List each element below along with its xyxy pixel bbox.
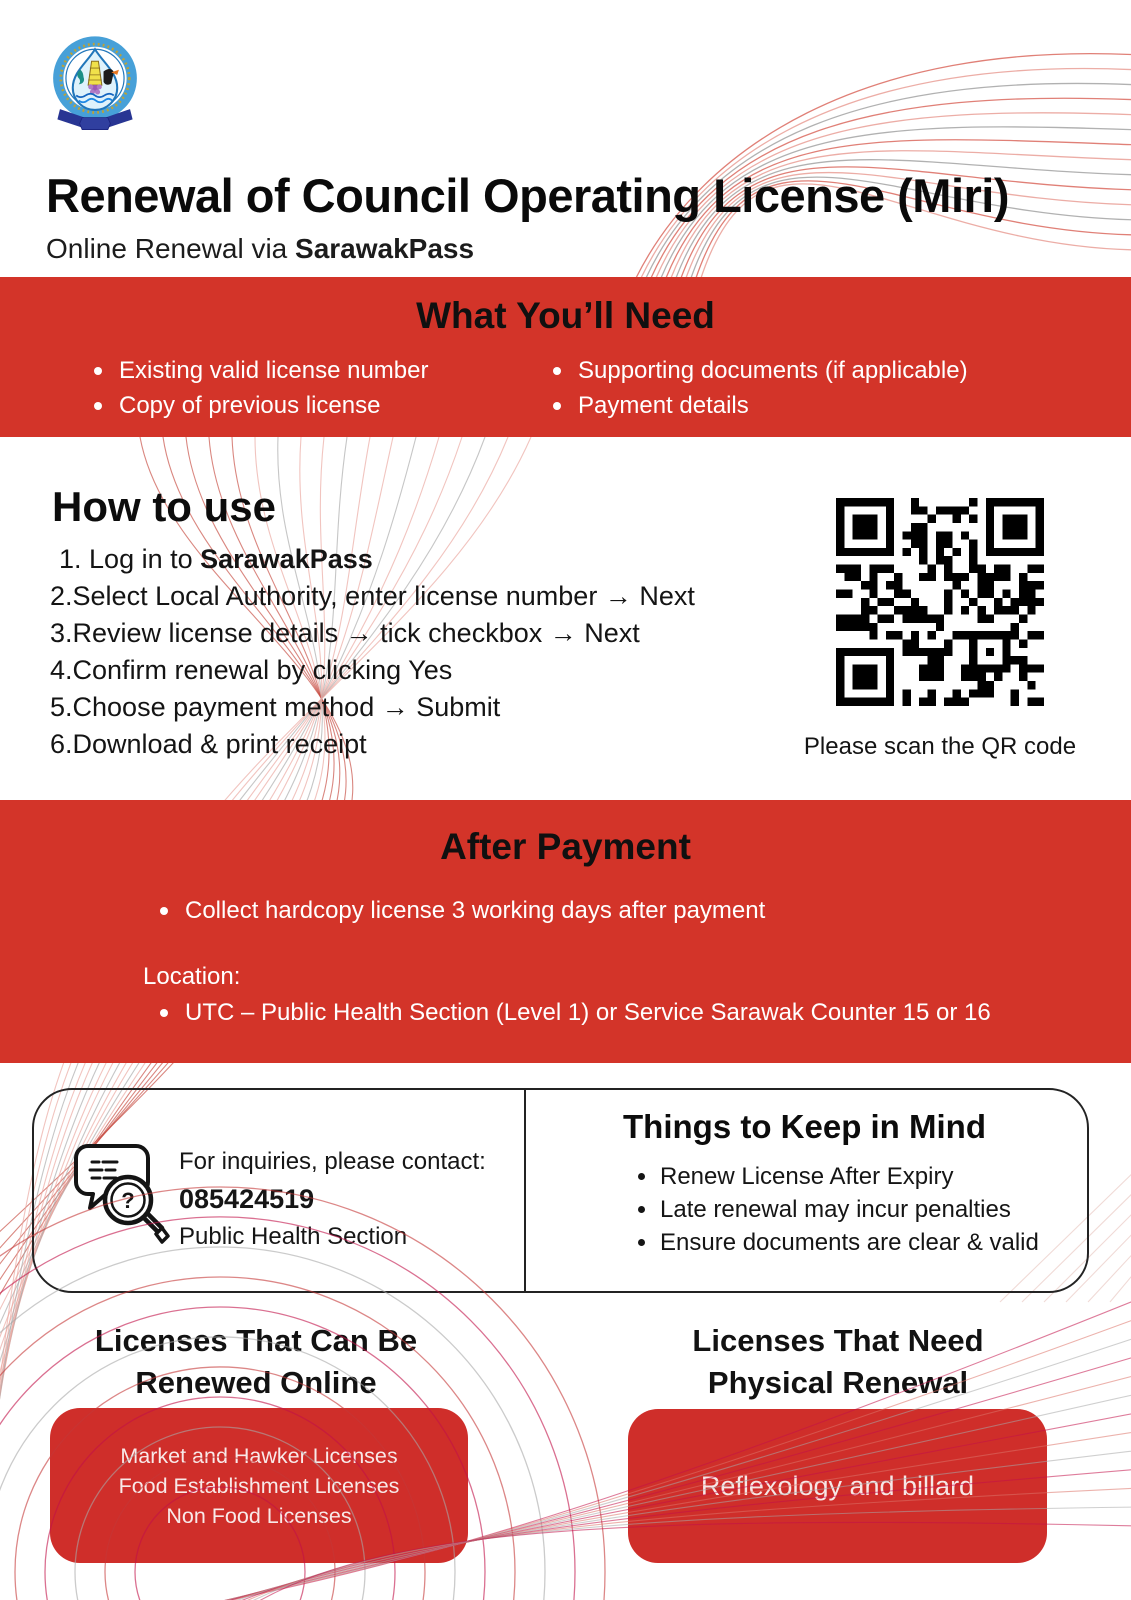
online-licenses-heading (56, 1320, 456, 1404)
bullet-dot (553, 367, 561, 375)
how-to-use-title: How to use (52, 483, 277, 530)
things-to-keep-in-mind (526, 1108, 1083, 1259)
bullet-dot (160, 1009, 168, 1017)
license-type: Market and Hawker Licenses (120, 1443, 398, 1468)
how-to-use-header (52, 483, 276, 531)
step-number: 3. (50, 618, 73, 648)
step-item (50, 652, 810, 689)
list-item-text: Payment details (578, 392, 749, 419)
step-item (50, 726, 810, 763)
header (46, 169, 1106, 265)
list-item (638, 1160, 1083, 1193)
mbm-crest-graphic (48, 30, 142, 142)
bullet-dot (160, 907, 168, 915)
physical-licenses-card (628, 1409, 1047, 1563)
list-item-text: Ensure documents are clear & valid (660, 1229, 1039, 1256)
list-item-text: Supporting documents (if applicable) (578, 357, 968, 384)
step-item (50, 578, 810, 615)
list-item (553, 388, 968, 423)
list-item (94, 353, 428, 388)
what-youll-need-col2 (553, 353, 968, 423)
heading-line: Licenses That Can Be (94, 1323, 418, 1358)
step-text: Download & print receipt (72, 729, 367, 759)
after-payment-title: After Payment (440, 826, 691, 867)
subtitle-text: Online Renewal via (46, 233, 296, 264)
step-text: Confirm renewal by clicking Yes (72, 655, 453, 685)
step-text: Review license details → tick checkbox → Next (72, 618, 640, 648)
list-item (638, 1193, 1083, 1226)
heading-line: Licenses That Need (692, 1323, 984, 1358)
location-bullet-text: UTC – Public Health Section (Level 1) or Service Sarawak Counter 15 or 16 (185, 999, 991, 1026)
bullet-dot (638, 1206, 645, 1213)
what-youll-need-title: What You’ll Need (416, 295, 715, 336)
inquiry-chat-magnifier-icon (72, 1138, 178, 1250)
qr-caption: Please scan the QR code (803, 733, 1077, 760)
list-item-text: Late renewal may incur penalties (660, 1196, 1011, 1223)
step-number: 6. (50, 729, 73, 759)
how-to-use-steps (50, 541, 810, 763)
step-number: 2. (50, 581, 73, 611)
step-item (50, 541, 810, 578)
after-payment-bullet-text: Collect hardcopy license 3 working days after payment (185, 897, 766, 924)
license-type: Non Food Licenses (166, 1503, 352, 1528)
list-item (553, 353, 968, 388)
heading-line: Renewed Online (135, 1365, 377, 1400)
page-subtitle (46, 233, 1106, 265)
mbm-crest-logo (48, 30, 142, 142)
bullet-dot (638, 1239, 645, 1246)
contact-details (179, 1148, 486, 1251)
step-item (50, 615, 810, 652)
heading-line: Physical Renewal (707, 1365, 969, 1400)
qr-figure (800, 498, 1080, 761)
list-item-text: Existing valid license number (119, 357, 429, 384)
location-label: Location: (143, 963, 241, 990)
bullet-dot (94, 367, 102, 375)
bullet-dot (638, 1173, 645, 1180)
what-youll-need-col1 (94, 353, 428, 423)
bullet-dot (553, 402, 561, 410)
step-text-bold: SarawakPass (200, 544, 373, 574)
step-text: Choose payment method → Submit (72, 692, 501, 722)
things-list (638, 1160, 1083, 1259)
qr-code (836, 498, 1044, 706)
contact-phone: 085424519 (179, 1184, 315, 1214)
after-payment-bullet (160, 896, 765, 926)
step-number: 5. (50, 692, 73, 722)
physical-licenses-heading (638, 1320, 1038, 1404)
svg-text:?: ? (121, 1188, 135, 1213)
after-payment-section (0, 800, 1131, 1063)
list-item (94, 388, 428, 423)
license-type: Reflexology and billard (700, 1470, 975, 1501)
step-number: 1. (59, 544, 82, 574)
list-item-text: Renew License After Expiry (660, 1163, 954, 1190)
online-licenses-card (50, 1408, 468, 1563)
after-payment-location-bullet (160, 998, 991, 1028)
page-title: Renewal of Council Operating License (Miri) (46, 169, 1010, 222)
step-item (50, 689, 810, 726)
what-youll-need-columns (0, 353, 1131, 433)
bullet-dot (94, 402, 102, 410)
contact-and-reminders-panel (32, 1088, 1089, 1293)
list-item-text: Copy of previous license (119, 392, 381, 419)
step-text: Log in to (81, 544, 201, 574)
things-title: Things to Keep in Mind (623, 1108, 986, 1145)
contact-department: Public Health Section (179, 1223, 408, 1250)
steps-list (50, 541, 810, 763)
what-youll-need-section (0, 277, 1131, 437)
list-item (638, 1226, 1083, 1259)
step-number: 4. (50, 655, 73, 685)
contact-prompt: For inquiries, please contact: (179, 1148, 486, 1175)
license-type: Food Establishment Licenses (118, 1473, 400, 1498)
step-text: Select Local Authority, enter license number → Next (72, 581, 695, 611)
subtitle-brand: SarawakPass (295, 233, 475, 264)
